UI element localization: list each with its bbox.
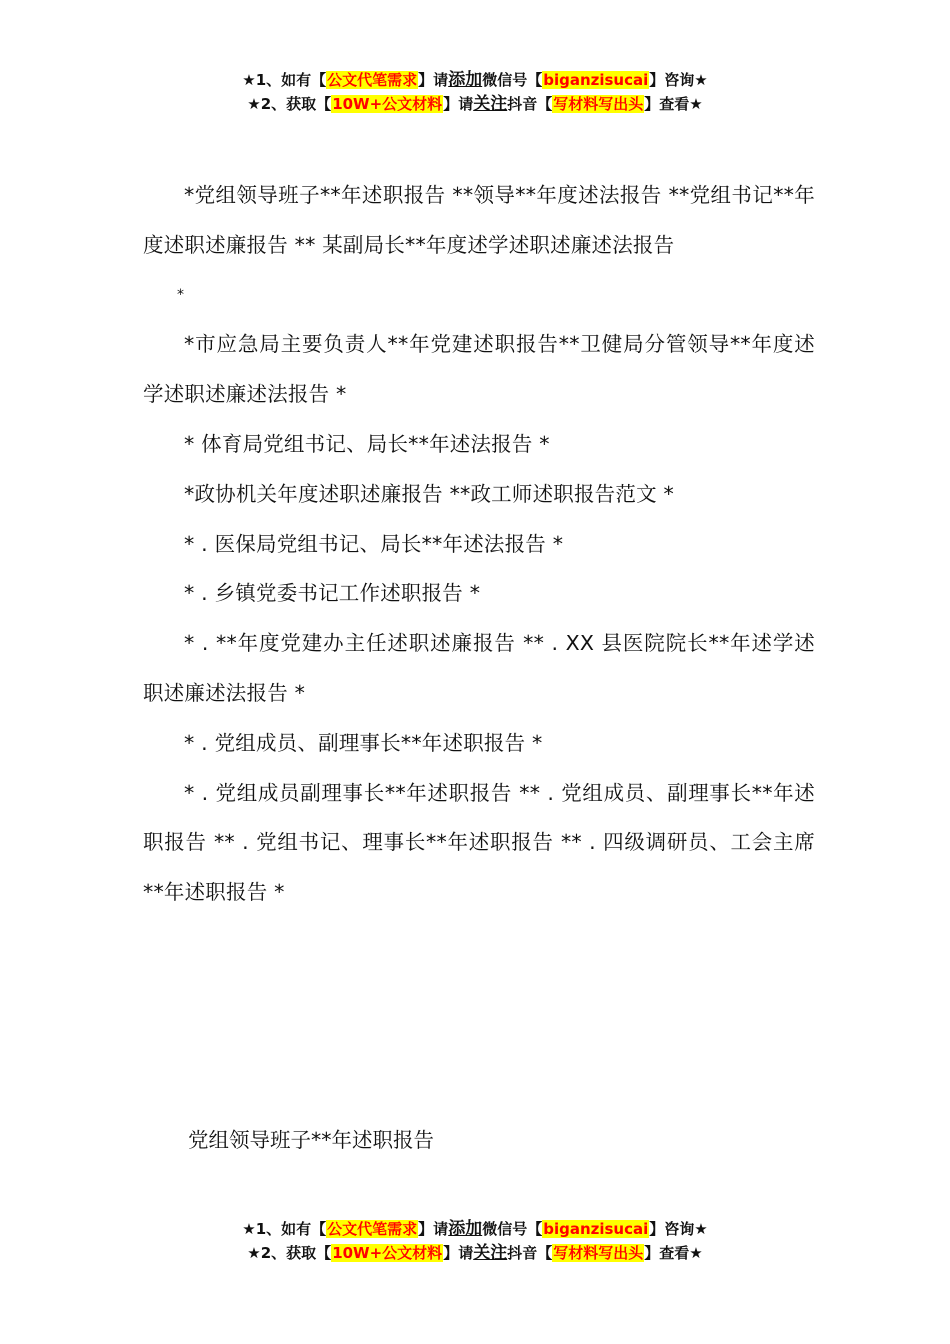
promo-text: ★2、获取【: [247, 95, 332, 113]
highlight-materials: 10W+公文材料: [332, 95, 443, 113]
promo-text: 】咨询★: [649, 71, 708, 89]
highlight-wechat-id: biganzisucai: [543, 1220, 649, 1238]
promo-text: 】请: [443, 95, 474, 113]
toc-paragraph: * 体育局党组书记、局长**年述法报告 *: [184, 431, 550, 456]
underlined-keyword: 添加: [448, 1219, 483, 1239]
promo-text: 微信号【: [482, 71, 543, 89]
table-of-contents: [143, 171, 815, 918]
promo-line-2: [0, 1241, 950, 1265]
promo-text: ★2、获取【: [247, 1244, 332, 1262]
highlight-service: 公文代笔需求: [327, 71, 418, 89]
toc-paragraph: * . 党组成员副理事长**年述职报告 ** . 党组成员、副理事长**年述职报告 ** . 党组书记、理事长**年述职报告 ** . 四级调研员、工会主席**年述职报告 *: [143, 780, 815, 905]
promo-line-1: [0, 68, 950, 92]
highlight-wechat-id: biganzisucai: [543, 71, 649, 89]
highlight-service: 公文代笔需求: [327, 1220, 418, 1238]
highlight-materials: 10W+公文材料: [332, 1244, 443, 1262]
section-heading: 党组领导班子**年述职报告: [188, 1128, 434, 1152]
promo-text: 】查看★: [644, 95, 703, 113]
toc-paragraph: *政协机关年度述职述廉报告 **政工师述职报告范文 *: [184, 481, 674, 506]
toc-paragraph: *党组领导班子**年述职报告 **领导**年度述法报告 **党组书记**年度述职述廉报告 ** 某副局长**年度述学述职述廉述法报告: [143, 183, 815, 257]
promo-line-1: [0, 1217, 950, 1241]
underlined-keyword: 添加: [448, 70, 483, 90]
toc-paragraph: *市应急局主要负责人**年党建述职报告**卫健局分管领导**年度述学述职述廉述法报告 *: [143, 332, 815, 407]
promo-text: 】请: [418, 71, 449, 89]
promo-text: ★1、如有【: [242, 71, 327, 89]
promo-text: 抖音【: [507, 1244, 553, 1262]
promo-banner-top: [0, 68, 950, 116]
highlight-douyin-account: 写材料写出头: [553, 95, 644, 113]
promo-text: 】查看★: [644, 1244, 703, 1262]
promo-banner-bottom: [0, 1217, 950, 1265]
toc-star-marker: *: [177, 286, 185, 303]
highlight-douyin-account: 写材料写出头: [553, 1244, 644, 1262]
toc-paragraph: * . 医保局党组书记、局长**年述法报告 *: [184, 531, 564, 556]
underlined-keyword: 关注: [473, 94, 508, 114]
toc-paragraph: * . 党组成员、副理事长**年述职报告 *: [184, 730, 543, 755]
promo-text: 微信号【: [482, 1220, 543, 1238]
toc-paragraph: * . **年度党建办主任述职述廉报告 ** . XX 县医院院长**年述学述职述廉述法报告 *: [143, 631, 815, 705]
promo-text: 抖音【: [507, 95, 553, 113]
promo-text: 】咨询★: [649, 1220, 708, 1238]
promo-text: 】请: [443, 1244, 474, 1262]
promo-line-2: [0, 92, 950, 116]
toc-paragraph: * . 乡镇党委书记工作述职报告 *: [184, 581, 481, 606]
promo-text: 】请: [418, 1220, 449, 1238]
promo-text: ★1、如有【: [242, 1220, 327, 1238]
underlined-keyword: 关注: [473, 1243, 508, 1263]
